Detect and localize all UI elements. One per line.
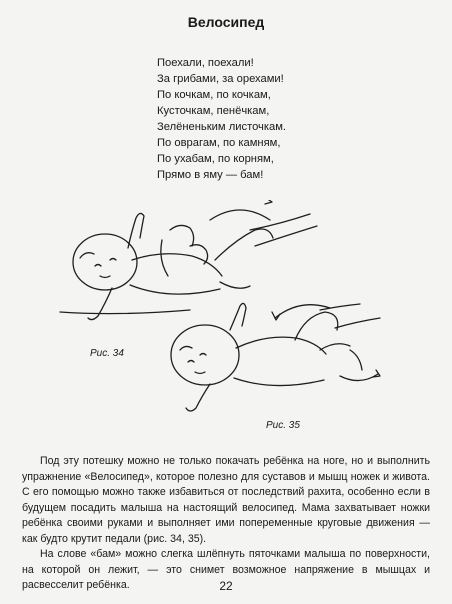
baby-exercise-illustration	[50, 200, 410, 440]
poem	[157, 55, 327, 183]
poem-line: По кочкам, по кочкам,	[157, 89, 271, 101]
poem-line: Кусточкам, пенёчкам,	[157, 105, 270, 117]
poem-line: По ухабам, по корням,	[157, 153, 274, 165]
poem-line: Прямо в яму — бам!	[157, 169, 264, 181]
page-title: Велосипед	[187, 14, 265, 30]
figure-caption-34: Рис. 34	[90, 348, 124, 359]
paragraph: Под эту потешку можно не только покачать ребёнка на ноге, но и выполнить упражнение «Велосипед», которое полезно для суставов и мышц ножек и живота. С его помощью можно также избавиться от последствий рахита, особенно если в будущем посадить малыша на настоящий велосипед. Мама захватывает ножки ребёнка своими руками и выполняет ими попеременные круговые движения — как будто крутит педали (рис. 34, 35).	[22, 455, 430, 545]
poem-line: За грибами, за орехами!	[157, 73, 284, 85]
figure-caption-35: Рис. 35	[266, 420, 300, 431]
paragraph: На слове «бам» можно слегка шлёпнуть пяточками малыша по поверхности, на которой он лежит, — это снимет возможное напряжение в мышцах и расвесселит ребёнка.	[22, 548, 430, 591]
body-text	[22, 454, 430, 594]
poem-line: Зелёненьким листочкам.	[157, 121, 287, 133]
page-number: 22	[219, 579, 233, 593]
poem-line: По оврагам, по камням,	[157, 137, 281, 149]
poem-line: Поехали, поехали!	[157, 57, 254, 69]
